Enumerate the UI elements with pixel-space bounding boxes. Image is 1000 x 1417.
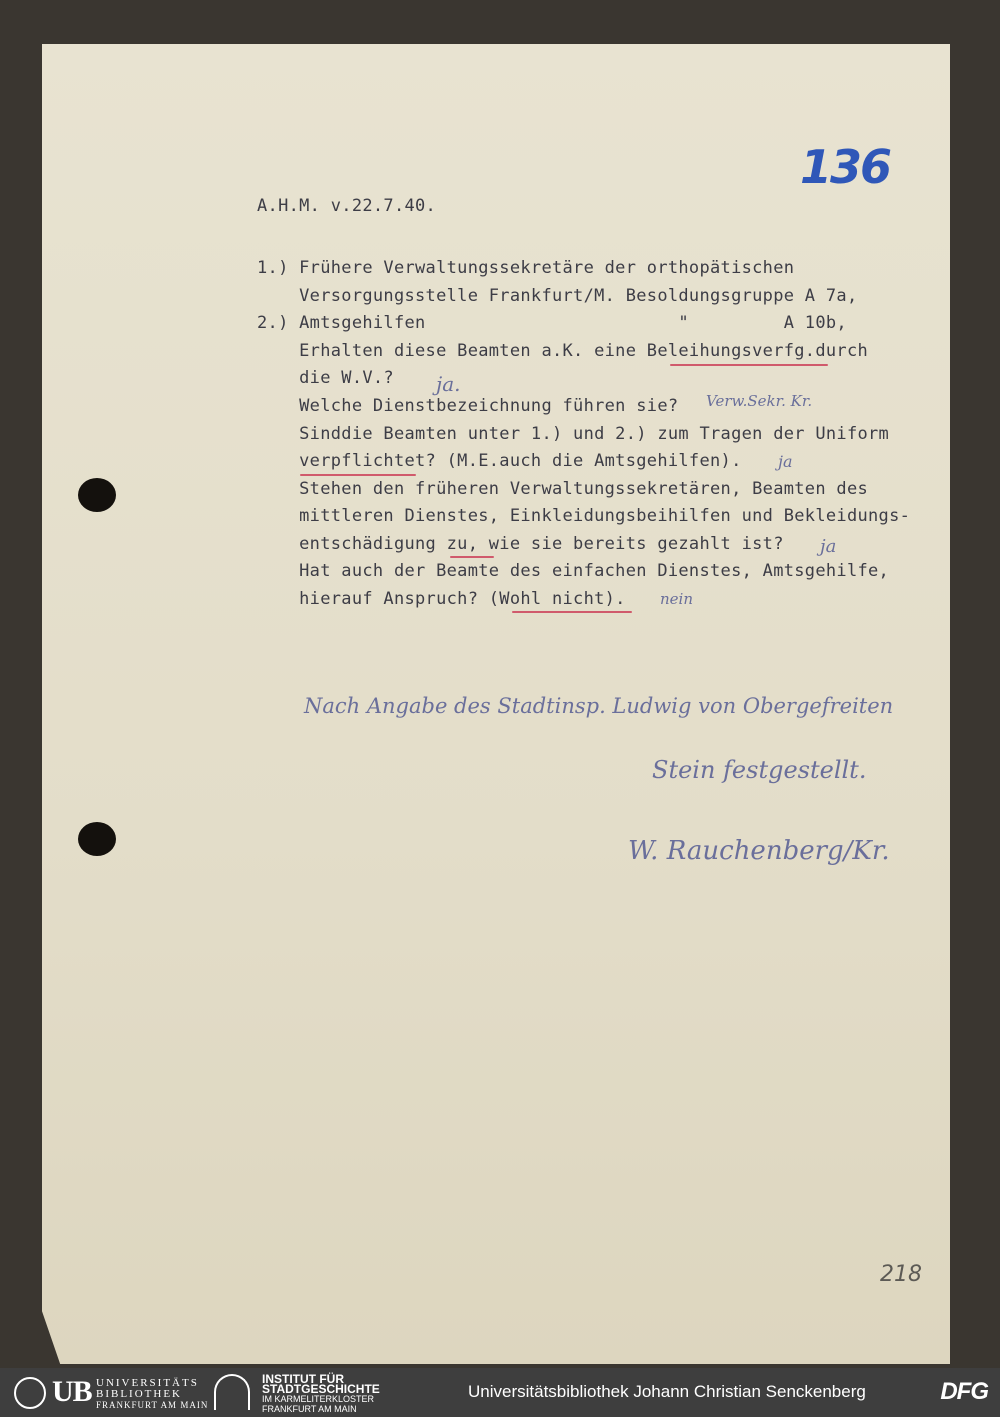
typed-line: Sinddie Beamten unter 1.) und 2.) zum Tragen der Uniform xyxy=(257,424,890,444)
typed-line: mittleren Dienstes, Einkleidungsbeihilfen und Bekleidungs- xyxy=(257,506,911,526)
typed-line: hierauf Anspruch? (Wohl nicht). xyxy=(257,589,626,609)
isg-line: INSTITUT FÜR xyxy=(262,1372,344,1386)
red-underline xyxy=(450,556,494,558)
punch-hole-bottom xyxy=(78,822,116,856)
ub-name xyxy=(96,1378,208,1411)
dfg-logo: DFG xyxy=(940,1378,988,1405)
handwritten-line: Nach Angabe des Stadtinsp. Ludwig von Obergefreiten xyxy=(304,694,894,718)
margin-note: Verw.Sekr. Kr. xyxy=(706,392,813,410)
folio-number: 136 xyxy=(800,140,891,194)
typed-line: 2.) Amtsgehilfen " A 10b, xyxy=(257,313,847,333)
document-header: A.H.M. v.22.7.40. xyxy=(257,196,437,216)
typed-line: verpflichtet? (M.E.auch die Amtsgehilfen). xyxy=(257,451,742,471)
page-number: 218 xyxy=(880,1262,922,1287)
ub-line: UNIVERSITÄTS xyxy=(96,1377,199,1389)
typed-line: Stehen den früheren Verwaltungssekretären, Beamten des xyxy=(257,479,869,499)
margin-note: ja. xyxy=(436,372,461,396)
footer-title: Universitätsbibliothek Johann Christian Senckenberg xyxy=(468,1382,866,1401)
margin-note: ja xyxy=(778,452,793,471)
handwritten-signature: W. Rauchenberg/Kr. xyxy=(628,836,890,866)
typed-line: Erhalten diese Beamten a.K. eine Beleihungsverfg.durch xyxy=(257,341,869,361)
red-underline xyxy=(300,474,416,476)
isg-name xyxy=(262,1374,380,1414)
isg-line: STADTGESCHICHTE xyxy=(262,1382,380,1396)
margin-note: ja xyxy=(820,536,837,557)
ub-line: FRANKFURT AM MAIN xyxy=(96,1400,209,1410)
red-underline xyxy=(512,611,632,613)
typed-line: Welche Dienstbezeichnung führen sie? xyxy=(257,396,679,416)
ub-mark: UB xyxy=(52,1375,92,1408)
isg-arch-icon xyxy=(214,1374,250,1410)
isg-line: FRANKFURT AM MAIN xyxy=(262,1404,357,1414)
typed-line: Versorgungsstelle Frankfurt/M. Besoldungsgruppe A 7a, xyxy=(257,286,858,306)
ub-line: BIBLIOTHEK xyxy=(96,1388,182,1400)
typed-line: Hat auch der Beamte des einfachen Dienstes, Amtsgehilfe, xyxy=(257,561,890,581)
margin-note: nein xyxy=(660,590,693,608)
typed-line: entschädigung zu, wie sie bereits gezahlt ist? xyxy=(257,534,784,554)
handwritten-line: Stein festgestellt. xyxy=(652,756,867,784)
punch-hole-top xyxy=(78,478,116,512)
typed-line: 1.) Frühere Verwaltungssekretäre der orthopätischen xyxy=(257,258,795,278)
ub-seal-icon xyxy=(14,1377,46,1409)
red-underline xyxy=(670,364,828,366)
typed-line: die W.V.? xyxy=(257,368,394,388)
footer-bar xyxy=(0,1368,1000,1417)
isg-line: IM KARMELITERKLOSTER xyxy=(262,1394,375,1404)
